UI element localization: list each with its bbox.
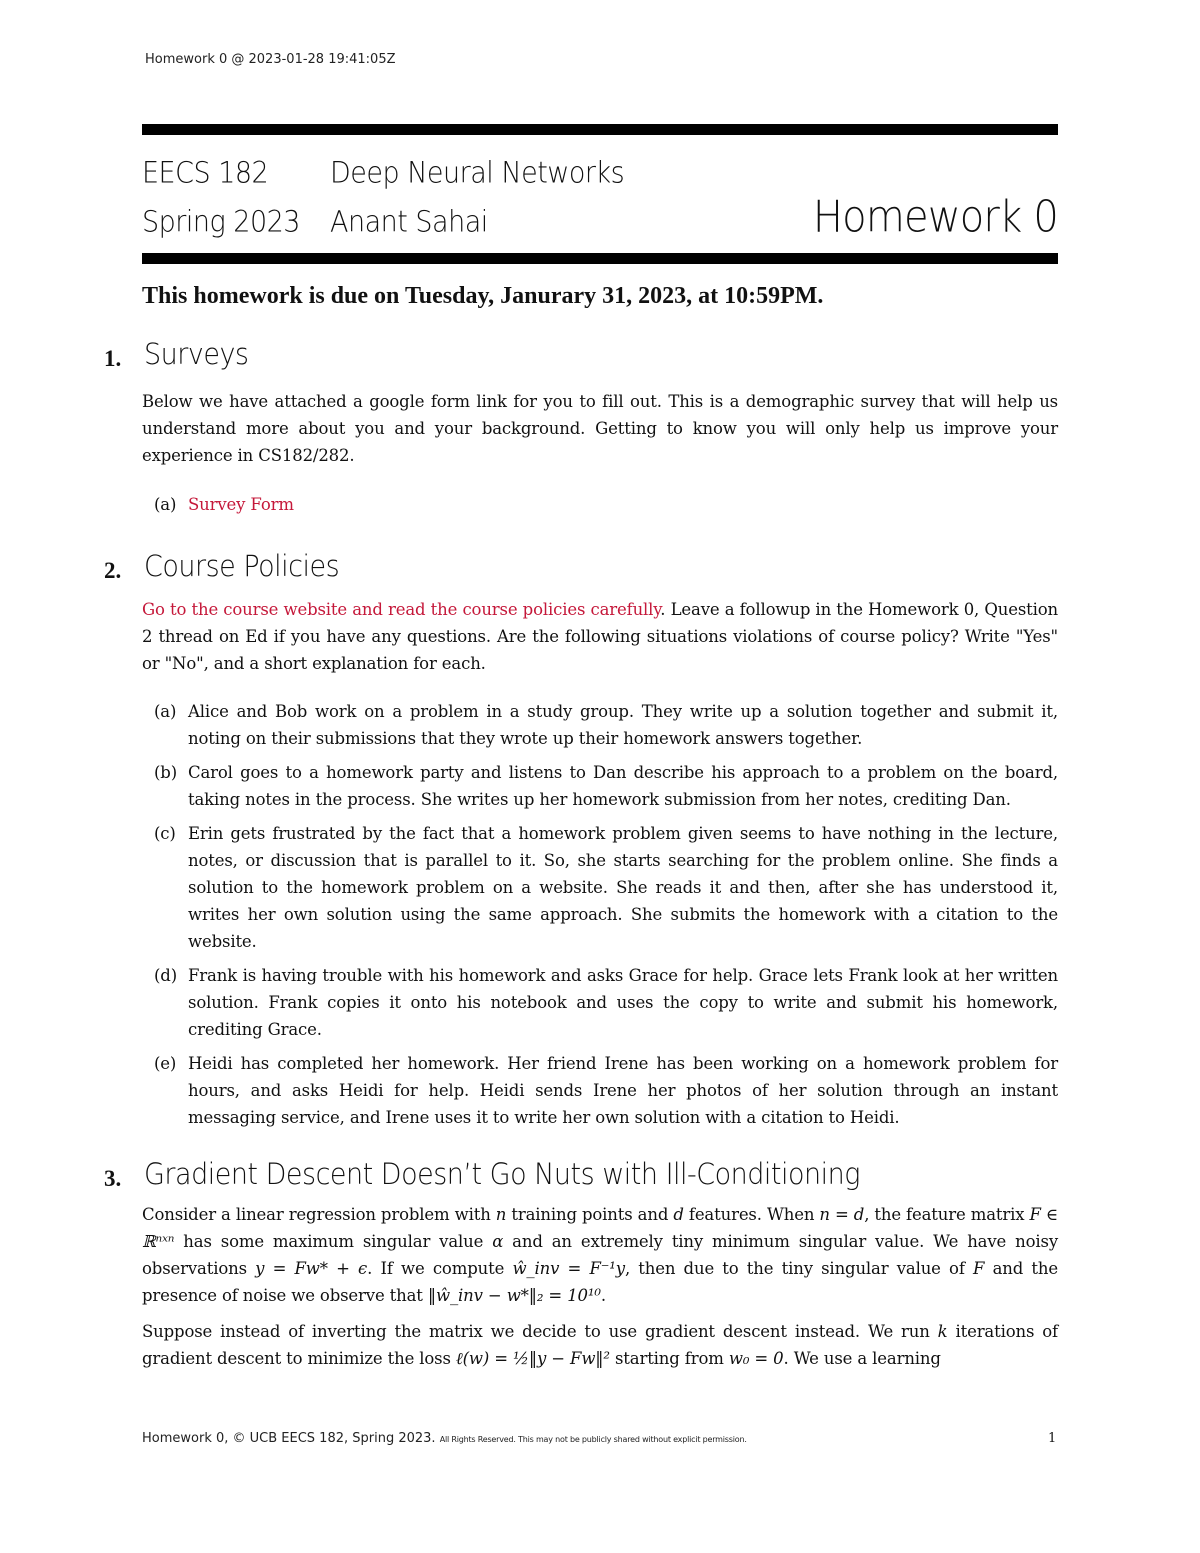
gd-paragraph-1: Consider a linear regression problem with n training points and d features. When n = d, the feature matrix F ∈ ℝⁿˣⁿ has some maximum singular value α and an extremely tiny minimum singular value. We have noisy observations y = Fw* + ϵ. If we compute ŵ_inv = F⁻¹y, then due to the tiny singular value of F and the presence of noise we observe that ‖ŵ_inv − w*‖₂ = 10¹⁰. bbox=[142, 1205, 1058, 1305]
item-label: (a) bbox=[154, 495, 177, 514]
list-item bbox=[142, 962, 1058, 1043]
header-rule-top bbox=[142, 124, 1058, 135]
gd-paragraph-2: Suppose instead of inverting the matrix we decide to use gradient descent instead. We run k iterations of gradient descent to minimize the loss ℓ(w) = ½‖y − Fw‖² starting from w₀ = 0. We use a learning bbox=[142, 1322, 1058, 1368]
section-title: Gradient Descent Doesn’t Go Nuts with Ill-Conditioning bbox=[144, 1158, 860, 1192]
list-item bbox=[142, 491, 1058, 518]
section-gradient-descent bbox=[104, 1158, 1058, 1372]
item-label: (a) bbox=[154, 702, 177, 721]
section-number: 2. bbox=[104, 558, 122, 583]
header-rule-bottom bbox=[142, 253, 1058, 264]
list-item bbox=[142, 698, 1058, 752]
item-text: Erin gets frustrated by the fact that a homework problem given seems to have nothing in the lecture, notes, or discussion that is parallel to it. So, she starts searching for the problem online. She finds a solution to the homework problem on a website. She reads it and then, after she has understood it, writes her own solution using the same approach. She submits the homework with a citation to the website. bbox=[188, 824, 1058, 951]
item-text: Alice and Bob work on a problem in a study group. They write up a solution together and submit it, noting on their submissions that they wrote up their homework answers together. bbox=[188, 702, 1058, 748]
section-title: Course Policies bbox=[144, 550, 340, 584]
survey-paragraph: Below we have attached a google form link for you to fill out. This is a demographic survey that will help us understand more about you and your background. Getting to know you will only help us improve your experience in CS182/282. bbox=[142, 392, 1058, 465]
list-item bbox=[142, 1050, 1058, 1131]
due-notice: This homework is due on Tuesday, Janurary 31, 2023, at 10:59PM. bbox=[142, 283, 824, 309]
section-surveys bbox=[104, 338, 1058, 518]
item-text: Heidi has completed her homework. Her friend Irene has been working on a homework problem for hours, and asks Heidi for help. Heidi sends Irene her photos of her solution through an instant messaging service, and Irene uses it to write her own solution with a citation to Heidi. bbox=[188, 1054, 1058, 1127]
instructor: Anant Sahai bbox=[330, 205, 488, 240]
course-name: Deep Neural Networks bbox=[330, 156, 625, 191]
footer-fine-print: All Rights Reserved. This may not be publicly shared without explicit permission. bbox=[439, 1435, 747, 1444]
item-label: (b) bbox=[154, 763, 177, 782]
section-title: Surveys bbox=[144, 338, 249, 372]
survey-form-link[interactable]: Survey Form bbox=[188, 495, 294, 514]
course-code: EECS 182 bbox=[142, 156, 269, 191]
item-text: Frank is having trouble with his homework and asks Grace for help. Grace lets Frank look at her written solution. Frank copies it onto his notebook and uses the copy to write and submit his homework, crediting Grace. bbox=[188, 966, 1058, 1039]
term: Spring 2023 bbox=[142, 205, 300, 240]
list-item bbox=[142, 759, 1058, 813]
section-number: 3. bbox=[104, 1166, 122, 1191]
footer-copyright: Homework 0, © UCB EECS 182, Spring 2023. All Rights Reserved. This may not be publicly shared without explicit permission. bbox=[142, 1431, 747, 1446]
assignment-title: Homework 0 bbox=[812, 192, 1058, 243]
policies-paragraph: Go to the course website and read the course policies carefully. Leave a followup in the Homework 0, Question 2 thread on Ed if you have any questions. Are the following situations violations of course policy? Write "Yes" or "No", and a short explanation for each. bbox=[142, 600, 1059, 673]
item-label: (d) bbox=[154, 966, 177, 985]
item-label: (c) bbox=[154, 824, 176, 843]
item-text: Carol goes to a homework party and listens to Dan describe his approach to a problem on the board, taking notes in the process. She writes up her homework submission from her notes, crediting Dan. bbox=[188, 763, 1058, 809]
list-item bbox=[142, 820, 1058, 955]
item-label: (e) bbox=[154, 1054, 177, 1073]
section-number: 1. bbox=[104, 346, 122, 371]
course-website-link[interactable]: Go to the course website and read the course policies carefully bbox=[142, 600, 661, 619]
section-course-policies bbox=[104, 550, 1058, 1131]
header-timestamp: Homework 0 @ 2023-01-28 19:41:05Z bbox=[145, 52, 396, 67]
page-number: 1 bbox=[1048, 1431, 1057, 1446]
